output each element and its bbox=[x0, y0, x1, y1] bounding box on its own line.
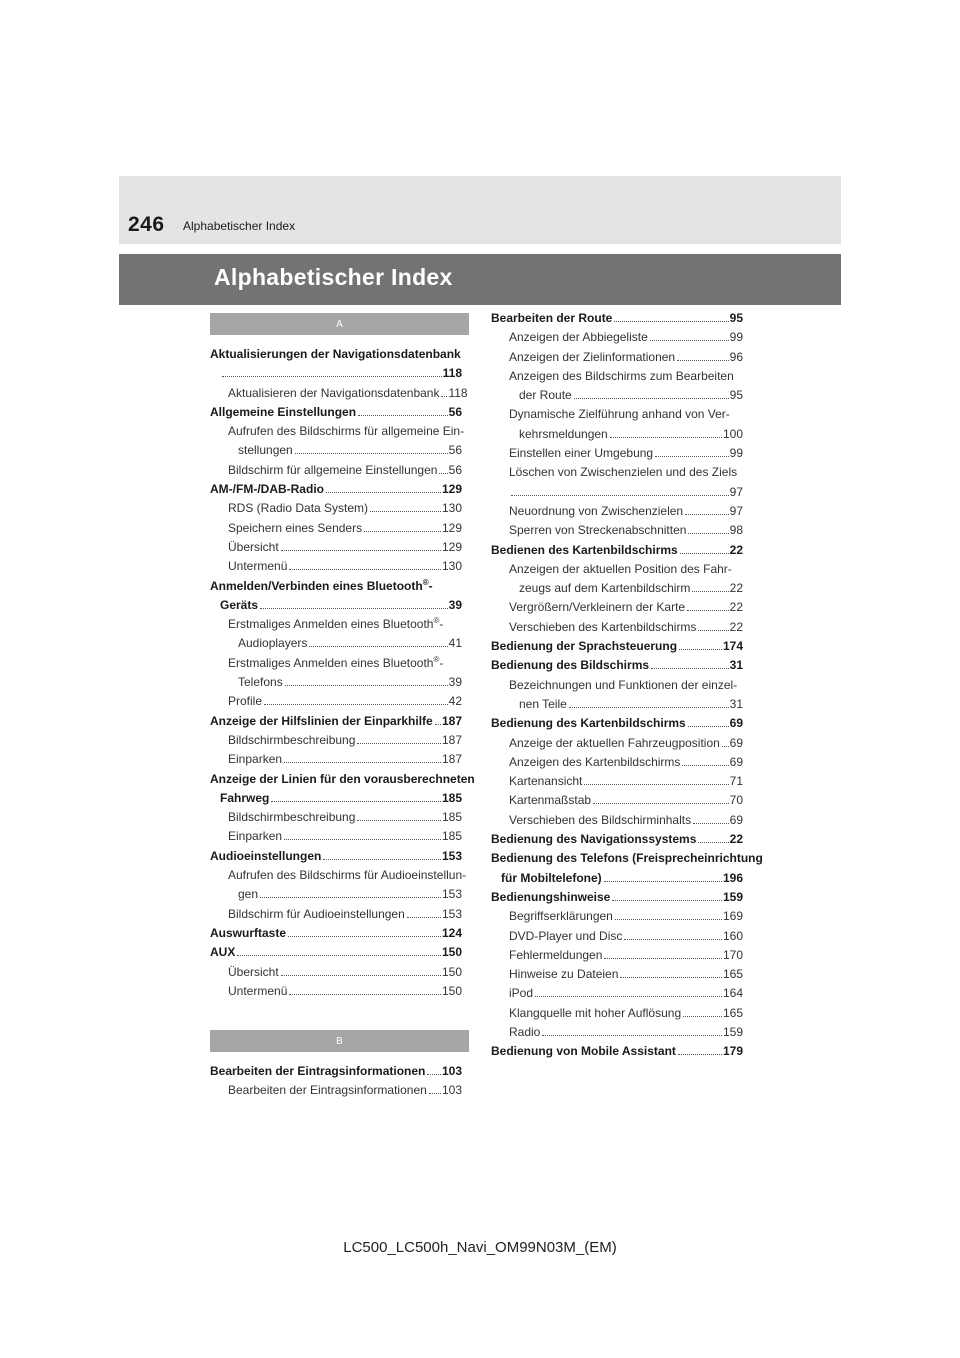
index-entry: Auswurftaste 124 bbox=[210, 925, 462, 940]
index-subentry: Übersicht 150 bbox=[228, 964, 462, 979]
index-subentry: Anzeigen des Bildschirms zum Bearbeiten der Route 95 bbox=[509, 368, 743, 403]
index-subentry: Bildschirmbeschreibung 187 bbox=[228, 732, 462, 747]
index-subentry: Verschieben des Bildschirminhalts 69 bbox=[509, 812, 743, 827]
index-entry: Anmelden/Verbinden eines Bluetooth®- Geräts 39 bbox=[210, 577, 462, 612]
index-subentry: Kartenansicht 71 bbox=[509, 774, 743, 789]
header-band bbox=[119, 176, 841, 244]
index-entry: Bedienung des Telefons (Freisprecheinrichtung für Mobiltelefone) 196 bbox=[491, 851, 763, 885]
index-subentry: Übersicht 129 bbox=[228, 539, 462, 554]
index-subentry: Bildschirm für allgemeine Einstellungen 56 bbox=[228, 462, 462, 477]
index-subentry: Bildschirm für Audioeinstellungen 153 bbox=[228, 906, 462, 921]
title-bar bbox=[119, 254, 841, 305]
index-entry: Bearbeiten der Eintragsinformationen 103 bbox=[210, 1064, 462, 1078]
index-subentry: Kartenmaßstab 70 bbox=[509, 793, 743, 808]
index-subentry: Bildschirmbeschreibung 185 bbox=[228, 810, 462, 825]
index-subentry: DVD-Player und Disc 160 bbox=[509, 928, 743, 943]
index-subentry: Speichern eines Senders 129 bbox=[228, 520, 462, 535]
index-entry: Bedienung von Mobile Assistant 179 bbox=[491, 1044, 743, 1059]
index-subentry: Fehlermeldungen 170 bbox=[509, 947, 743, 962]
index-subentry: Verschieben des Kartenbildschirms 22 bbox=[509, 619, 743, 634]
index-subentry: Aufrufen des Bildschirms für Audioeinstellun- gen 153 bbox=[228, 868, 467, 902]
index-subentry: Anzeige der aktuellen Fahrzeugposition 69 bbox=[509, 735, 743, 750]
index-subentry: Bezeichnungen und Funktionen der einzel- nen Teile 31 bbox=[509, 677, 743, 711]
running-title: Alphabetischer Index bbox=[183, 219, 296, 233]
index-entry: Anzeige der Linien für den vorausberechneten Fahrweg 185 bbox=[210, 771, 475, 805]
index-subentry: Untermenü 150 bbox=[228, 983, 462, 998]
page-number: 246 bbox=[128, 213, 165, 236]
index-entry: Bearbeiten der Route 95 bbox=[491, 311, 743, 325]
section-letter-b: B bbox=[210, 1030, 469, 1052]
index-entry: Bedienung des Kartenbildschirms 69 bbox=[491, 716, 743, 731]
index-subentry: Klangquelle mit hoher Auflösung 165 bbox=[509, 1005, 743, 1020]
index-subentry: RDS (Radio Data System) 130 bbox=[228, 501, 462, 516]
index-column-left-b bbox=[210, 1062, 462, 1101]
index-entry: Bedienen des Kartenbildschirms 22 bbox=[491, 542, 743, 557]
page-title: Alphabetischer Index bbox=[214, 264, 453, 290]
index-subentry: iPod 164 bbox=[509, 986, 743, 1001]
index-entry: Bedienungshinweise 159 bbox=[491, 889, 743, 904]
index-subentry: Einstellen einer Umgebung 99 bbox=[509, 446, 743, 461]
index-entry: Bedienung der Sprachsteuerung 174 bbox=[491, 639, 743, 654]
index-entry: AM-/FM-/DAB-Radio 129 bbox=[210, 482, 462, 497]
index-subentry: Sperren von Streckenabschnitten 98 bbox=[509, 523, 743, 538]
index-entry: Audioeinstellungen 153 bbox=[210, 848, 462, 863]
index-subentry: Neuordnung von Zwischenzielen 97 bbox=[509, 503, 743, 518]
index-subentry: Bearbeiten der Eintragsinformationen 103 bbox=[228, 1083, 462, 1098]
index-subentry: Anzeigen der Zielinformationen 96 bbox=[509, 349, 743, 364]
index-entry: Aktualisierungen der Navigationsdatenbank 118 bbox=[210, 347, 462, 381]
index-column-right bbox=[491, 309, 763, 1062]
index-entry: Bedienung des Bildschirms 31 bbox=[491, 658, 743, 673]
index-subentry: Löschen von Zwischenzielen und des Ziels 97 bbox=[509, 465, 743, 499]
index-entry: Bedienung des Navigationssystems 22 bbox=[491, 832, 743, 847]
index-subentry: Anzeigen des Kartenbildschirms 69 bbox=[509, 754, 743, 769]
index-subentry: Profile 42 bbox=[228, 694, 462, 709]
index-subentry: Anzeigen der aktuellen Position des Fahr- zeugs auf dem Kartenbildschirm 22 bbox=[509, 561, 743, 596]
section-letter-a: A bbox=[210, 313, 469, 335]
index-subentry: Erstmaliges Anmelden eines Bluetooth®- Audioplayers 41 bbox=[228, 616, 462, 651]
index-entry: Allgemeine Einstellungen 56 bbox=[210, 404, 462, 419]
index-subentry: Radio 159 bbox=[509, 1024, 743, 1039]
index-subentry: Hinweise zu Dateien 165 bbox=[509, 967, 743, 982]
index-entry: AUX 150 bbox=[210, 945, 462, 960]
index-subentry: Aktualisieren der Navigationsdatenbank 118 bbox=[228, 385, 468, 400]
index-subentry: Einparken 185 bbox=[228, 829, 462, 844]
index-subentry: Einparken 187 bbox=[228, 752, 462, 767]
index-subentry: Erstmaliges Anmelden eines Bluetooth®- Telefons 39 bbox=[228, 654, 462, 690]
index-subentry: Untermenü 130 bbox=[228, 559, 462, 574]
index-entry: Anzeige der Hilfslinien der Einparkhilfe 187 bbox=[210, 713, 462, 728]
index-subentry: Aufrufen des Bildschirms für allgemeine Ein- stellungen 56 bbox=[228, 424, 465, 458]
footer-doc-code: LC500_LC500h_Navi_OM99N03M_(EM) bbox=[343, 1239, 617, 1256]
index-subentry: Anzeigen der Abbiegeliste 99 bbox=[509, 330, 743, 345]
index-subentry: Begriffserklärungen 169 bbox=[509, 909, 743, 924]
index-column-left bbox=[210, 345, 475, 1001]
index-subentry: Vergrößern/Verkleinern der Karte 22 bbox=[509, 600, 743, 615]
index-subentry: Dynamische Zielführung anhand von Ver- kehrsmeldungen 100 bbox=[509, 407, 743, 441]
